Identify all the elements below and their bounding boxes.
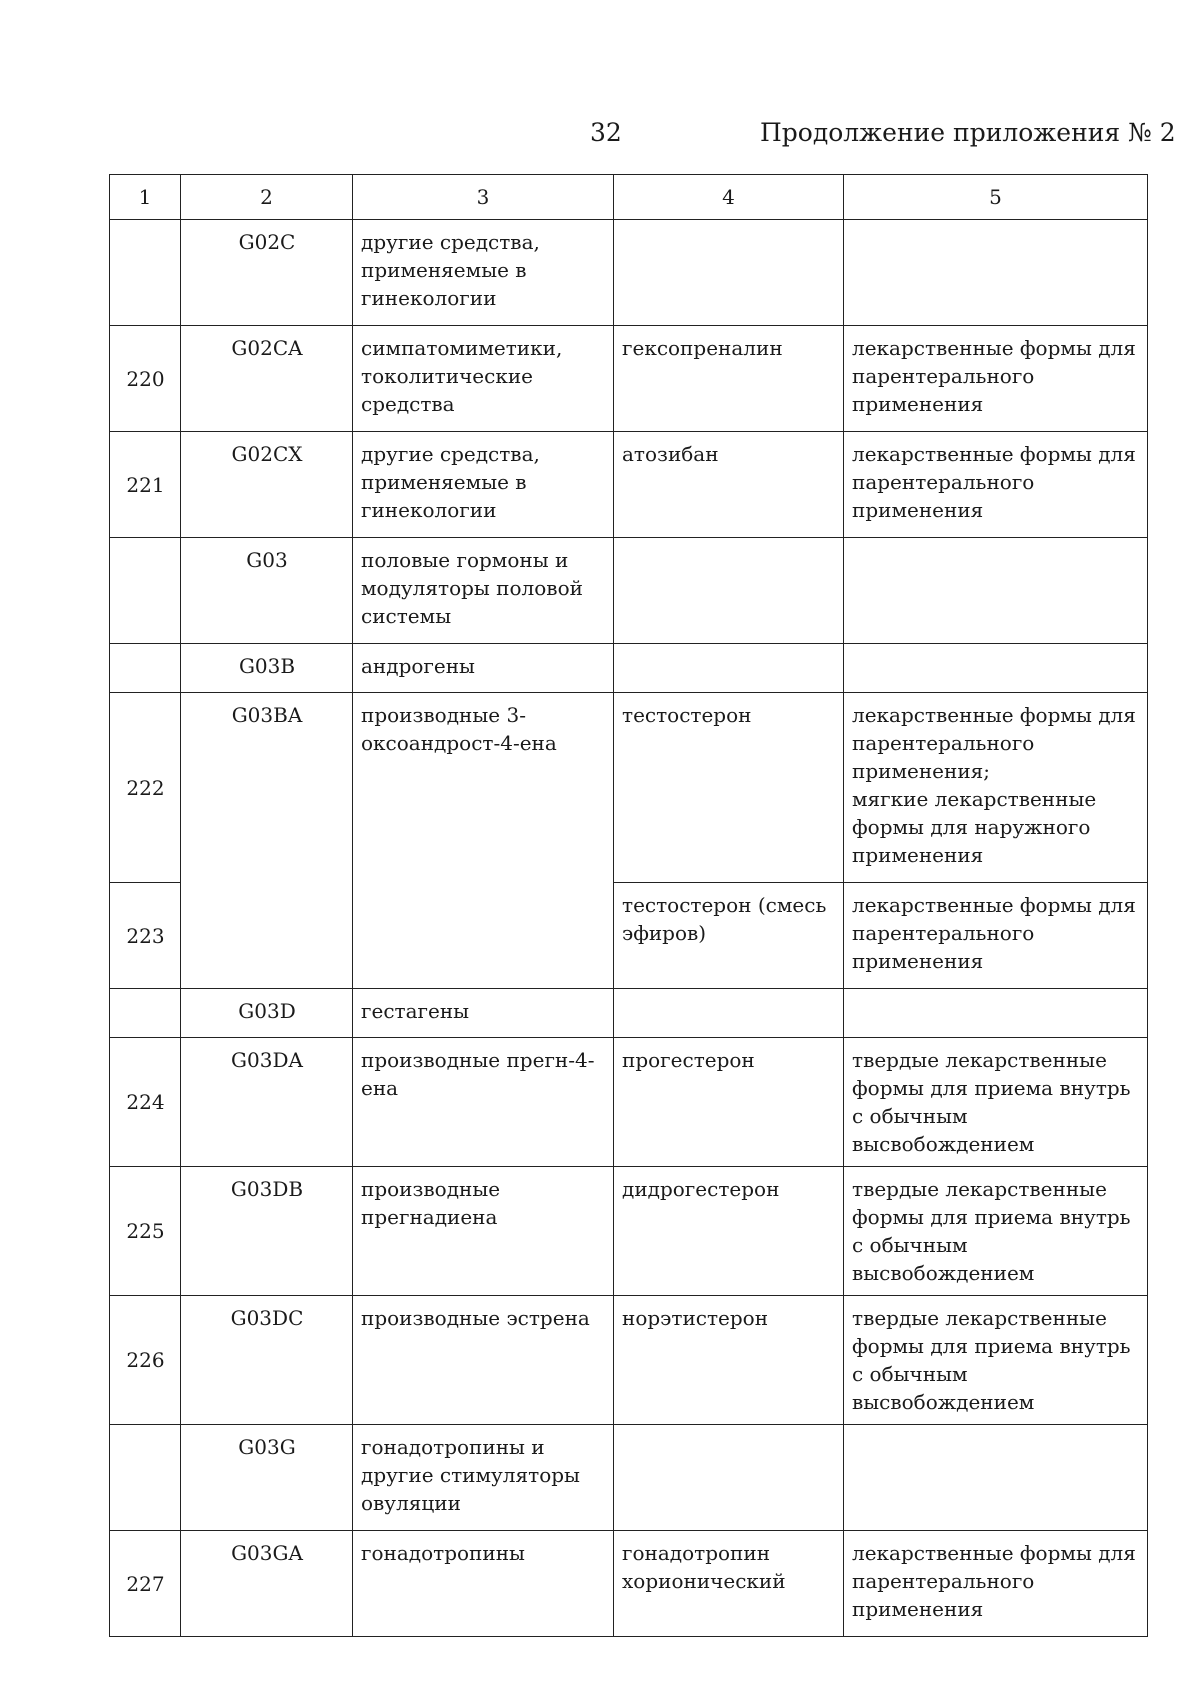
drug-name (614, 644, 844, 693)
atc-code: G03DB (181, 1167, 353, 1296)
group-name: производные прегн-4-ена (353, 1038, 614, 1167)
table-row (110, 326, 1148, 432)
group-name: производные прегнадиена (353, 1167, 614, 1296)
atc-code: G02C (181, 220, 353, 326)
group-name: симпатомиметики, токолитические средства (353, 326, 614, 432)
dosage-form-line: твердые лекарственные формы для приема внутрь с обычным высвобождением (852, 1177, 1131, 1285)
atc-code: G03GA (181, 1531, 353, 1637)
dosage-forms (844, 1038, 1148, 1167)
drug-name: гонадотропин хорионический (614, 1531, 844, 1637)
group-name: производные эстрена (353, 1296, 614, 1425)
column-header: 1 (110, 175, 181, 220)
drug-name: атозибан (614, 432, 844, 538)
atc-code: G03D (181, 989, 353, 1038)
dosage-forms (844, 1531, 1148, 1637)
table-row (110, 1167, 1148, 1296)
row-number: 225 (110, 1167, 181, 1296)
dosage-forms (844, 220, 1148, 326)
drug-name: норэтистерон (614, 1296, 844, 1425)
dosage-forms (844, 1425, 1148, 1531)
medicines-table (109, 174, 1148, 1637)
drug-name (614, 1425, 844, 1531)
page-number: 32 (590, 118, 622, 147)
drug-name (614, 538, 844, 644)
column-header: 4 (614, 175, 844, 220)
column-header: 3 (353, 175, 614, 220)
appendix-title: Продолжение приложения № 2 (760, 118, 1176, 147)
atc-code: G02CX (181, 432, 353, 538)
drug-name: тестостерон (614, 693, 844, 883)
drug-name (614, 989, 844, 1038)
dosage-forms (844, 1167, 1148, 1296)
group-name: половые гормоны и модуляторы половой системы (353, 538, 614, 644)
atc-code: G03DC (181, 1296, 353, 1425)
drug-name (614, 220, 844, 326)
dosage-forms (844, 883, 1148, 989)
table-row (110, 1296, 1148, 1425)
dosage-form-line: твердые лекарственные формы для приема внутрь с обычным высвобождением (852, 1048, 1131, 1156)
drug-name: прогестерон (614, 1038, 844, 1167)
atc-code: G02CA (181, 326, 353, 432)
table-row (110, 1531, 1148, 1637)
row-number: 220 (110, 326, 181, 432)
dosage-forms (844, 326, 1148, 432)
table-header-row (110, 175, 1148, 220)
group-name: гестагены (353, 989, 614, 1038)
dosage-forms (844, 432, 1148, 538)
table-row (110, 220, 1148, 326)
dosage-form-line: лекарственные формы для парентерального применения (852, 893, 1136, 973)
dosage-forms (844, 693, 1148, 883)
atc-code: G03G (181, 1425, 353, 1531)
row-number: 223 (110, 883, 181, 989)
table-row (110, 538, 1148, 644)
row-number: 224 (110, 1038, 181, 1167)
dosage-form-line: твердые лекарственные формы для приема внутрь с обычным высвобождением (852, 1306, 1131, 1414)
table-row (110, 1425, 1148, 1531)
table-row (110, 989, 1148, 1038)
drug-name: дидрогестерон (614, 1167, 844, 1296)
group-name: гонадотропины (353, 1531, 614, 1637)
dosage-forms (844, 989, 1148, 1038)
dosage-forms (844, 1296, 1148, 1425)
dosage-form-line: лекарственные формы для парентерального применения; (852, 703, 1136, 783)
atc-code: G03BA (181, 693, 353, 989)
atc-code: G03B (181, 644, 353, 693)
row-number: 221 (110, 432, 181, 538)
row-number (110, 1425, 181, 1531)
group-name: производные 3-оксоандрост-4-ена (353, 693, 614, 989)
atc-code: G03DA (181, 1038, 353, 1167)
dosage-form-line: лекарственные формы для парентерального применения (852, 442, 1136, 522)
drug-name: гексопреналин (614, 326, 844, 432)
row-number (110, 989, 181, 1038)
column-header: 2 (181, 175, 353, 220)
dosage-form-line: мягкие лекарственные формы для наружного применения (852, 787, 1097, 867)
row-number (110, 644, 181, 693)
group-name: андрогены (353, 644, 614, 693)
group-name: другие средства, применяемые в гинекологии (353, 432, 614, 538)
column-header: 5 (844, 175, 1148, 220)
table-row (110, 644, 1148, 693)
row-number: 222 (110, 693, 181, 883)
row-number (110, 220, 181, 326)
group-name: гонадотропины и другие стимуляторы овуляции (353, 1425, 614, 1531)
dosage-form-line: лекарственные формы для парентерального применения (852, 1541, 1136, 1621)
dosage-form-line: лекарственные формы для парентерального применения (852, 336, 1136, 416)
row-number (110, 538, 181, 644)
row-number: 226 (110, 1296, 181, 1425)
group-name: другие средства, применяемые в гинекологии (353, 220, 614, 326)
dosage-forms (844, 538, 1148, 644)
table-row (110, 1038, 1148, 1167)
row-number: 227 (110, 1531, 181, 1637)
atc-code: G03 (181, 538, 353, 644)
table-row (110, 432, 1148, 538)
dosage-forms (844, 644, 1148, 693)
table-row (110, 693, 1148, 883)
drug-name: тестостерон (смесь эфиров) (614, 883, 844, 989)
